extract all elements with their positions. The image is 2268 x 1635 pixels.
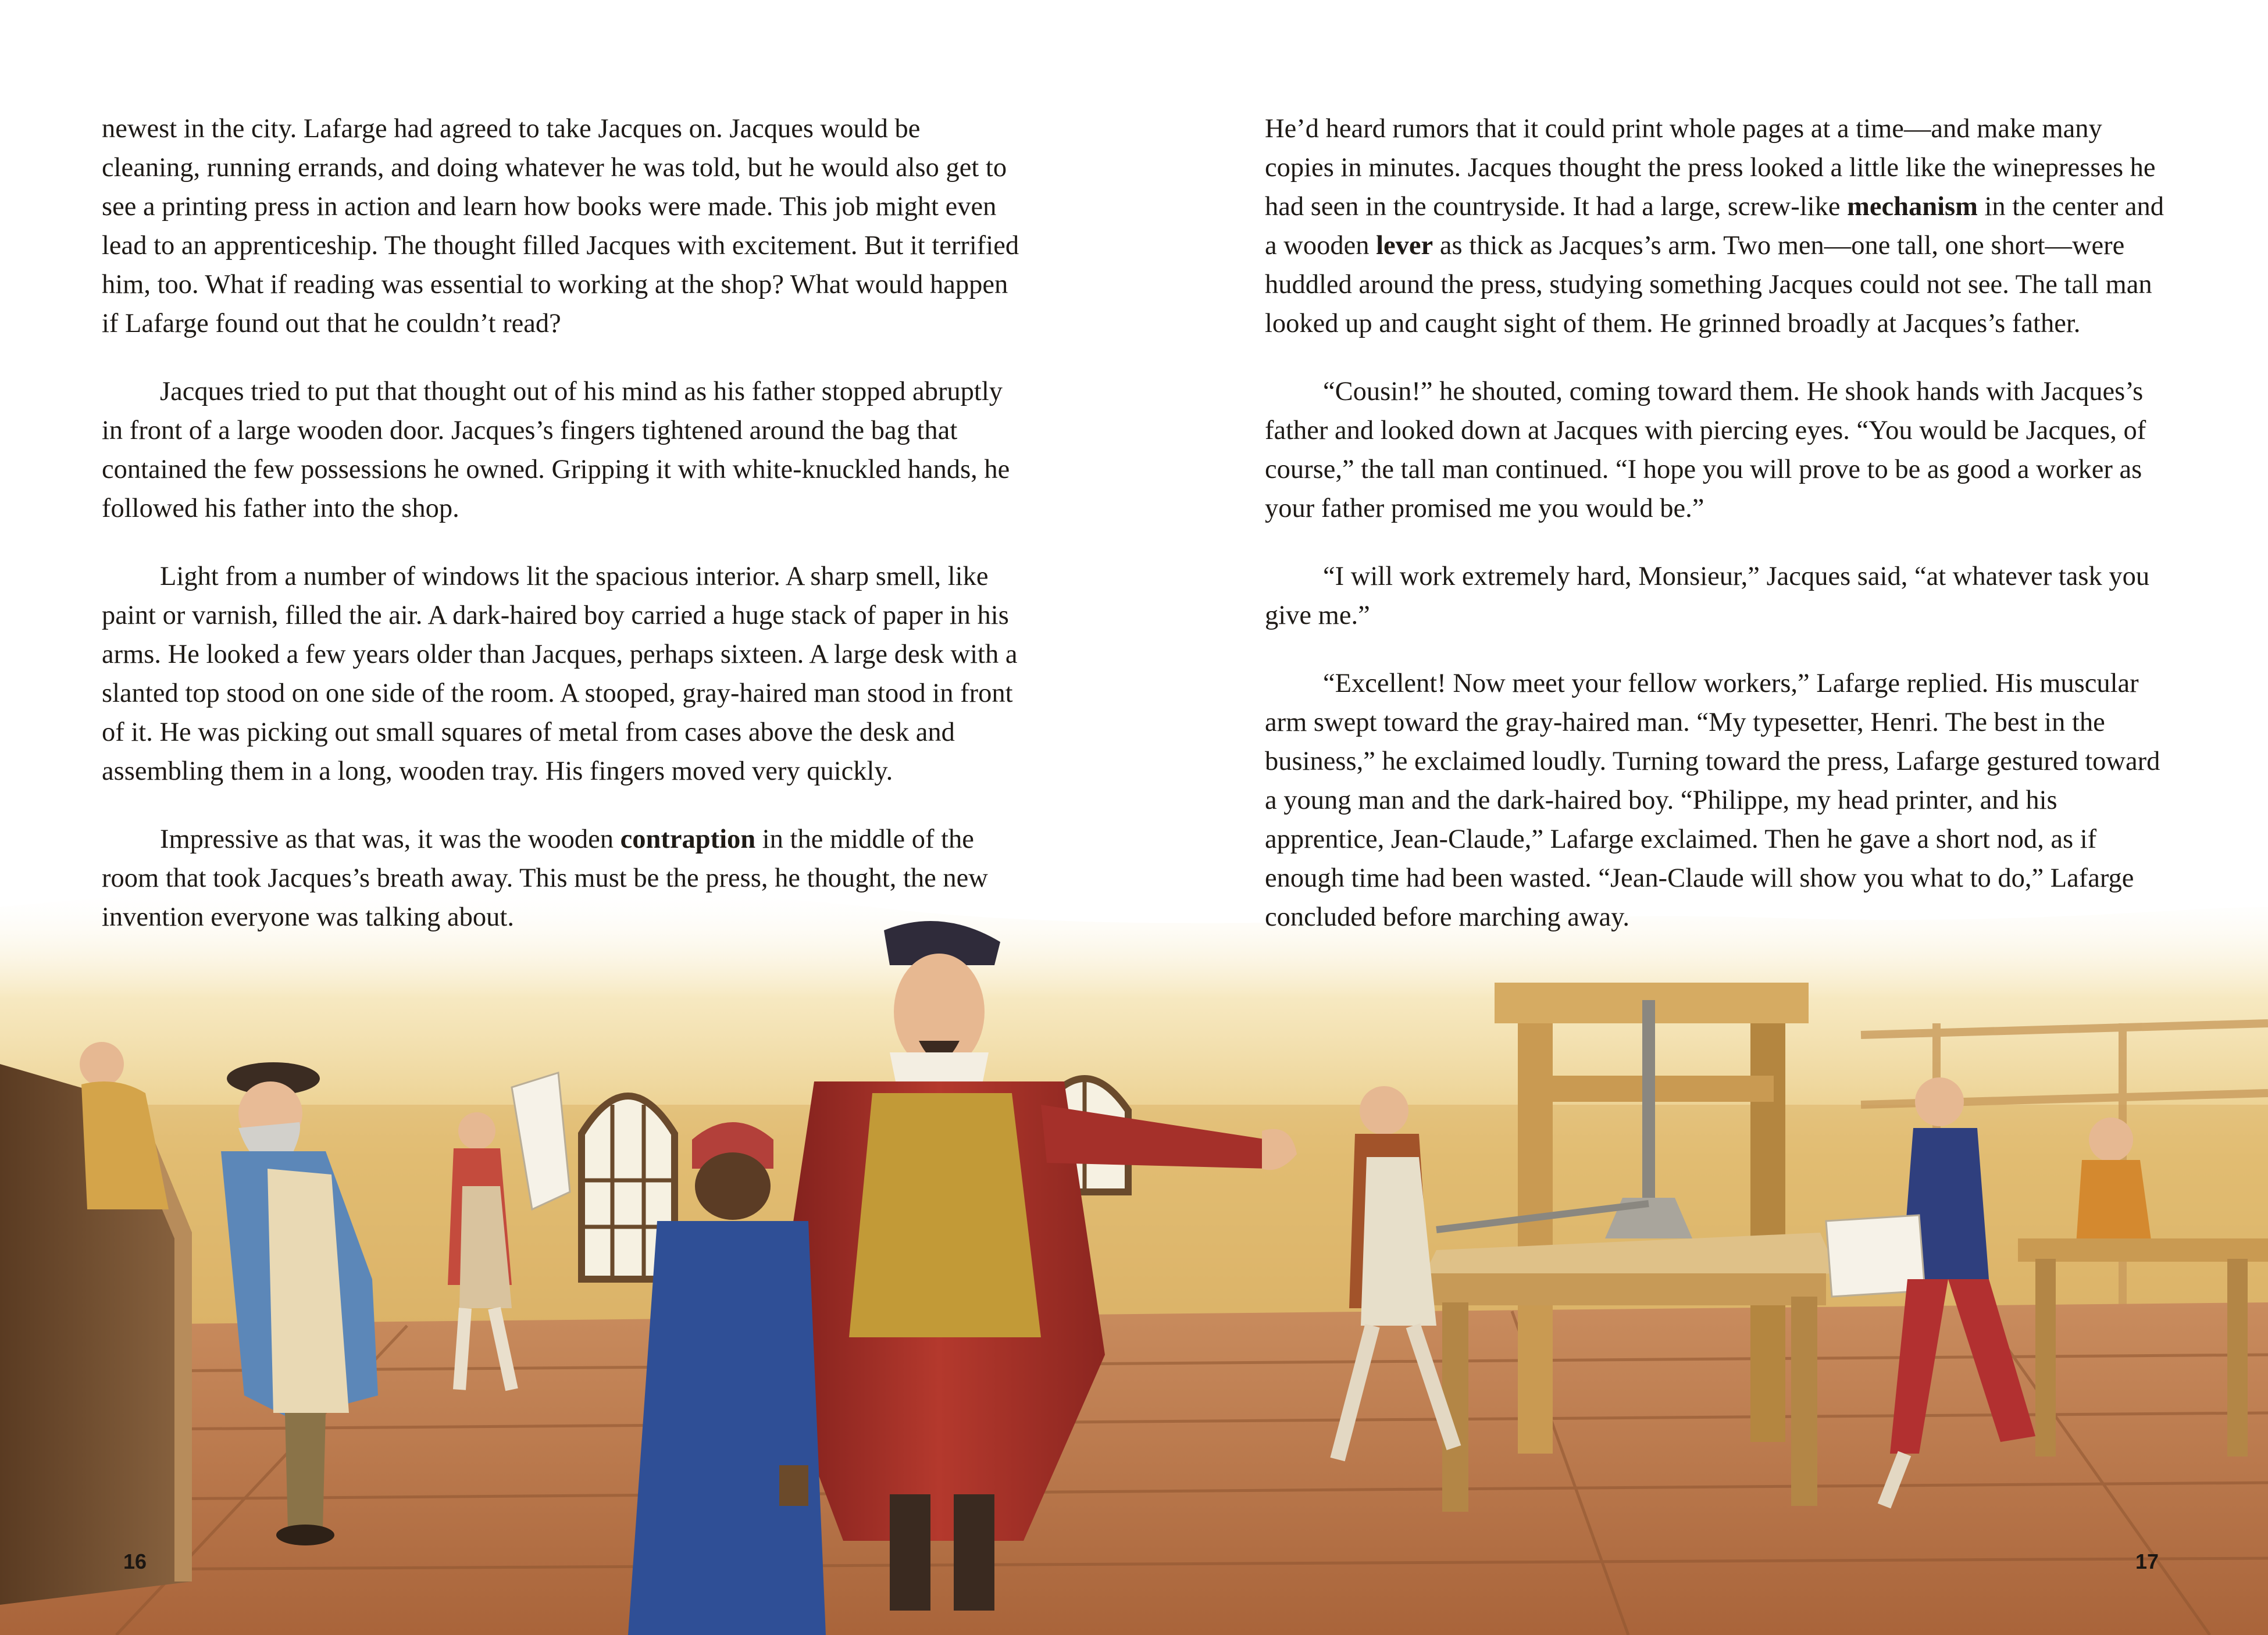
glossary-term: contraption [620,824,756,854]
glossary-term: lever [1376,231,1433,260]
paragraph: “Cousin!” he shouted, coming toward them. He shook hands with Jacques’s father and looked down at Jacques with piercing eyes. “You would be Jacques, of course,” the tall man continued. “I hope you will prove to be as good a worker as your father promised me you would be.” [1265,377,2146,523]
paragraph: Jacques tried to put that thought out of his mind as his father stopped abruptly in front of a large wooden door. Jacques’s fingers tightened around the bag that contained the few possessions he owned. Gripping it with white-knuckled hands, he followed his father into the shop. [102,377,1010,523]
paragraph: newest in the city. Lafarge had agreed to take Jacques on. Jacques would be cleaning, running errands, and doing whatever he was told, but he would also get to see a printing press in action and learn how books were made. This job might even lead to an apprenticeship. The thought filled Jacques with excitement. But it terrified him, too. What if reading was essential to working at the shop? What would happen if Lafarge found out that he couldn’t read? [102,114,1019,338]
paragraph: “I will work extremely hard, Monsieur,” Jacques said, “at whatever task you give me.” [1265,562,2150,630]
paragraph: “Excellent! Now meet your fellow workers,” Lafarge replied. His muscular arm swept toward the gray-haired man. “My typesetter, Henri. The best in the business,” he exclaimed loudly. Turning toward the press, Lafarge gestured toward a young man and the dark-haired boy. “Philippe, my head printer, and his apprentice, Jean-Claude,” Lafarge exclaimed. Then he gave a short nod, as if enough time had been wasted. “Jean-Claude will show you what to do,” Lafarge concluded before marching away. [1265,669,2160,932]
right-page-text [1265,109,2172,966]
page-number-left: 16 [123,1550,147,1573]
paragraph: He’d heard rumors that it could print whole pages at a time—and make many copies in minutes. Jacques thought the press looked a little like the winepresses he had seen in the countryside. It had a large, screw-like mechanism in the center and a wooden lever as thick as Jacques’s arm. Two men—one tall, one short—were huddled around the press, studying something Jacques could not see. The tall man looked up and caught sight of them. He grinned broadly at Jacques’s father. [1265,114,2164,338]
paragraph: Light from a number of windows lit the spacious interior. A sharp smell, like paint or varnish, filled the air. A dark-haired boy carried a huge stack of paper in his arms. He looked a few years older than Jacques, perhaps sixteen. A large desk with a slanted top stood on one side of the room. A stooped, gray-haired man stood in front of it. He was picking out small squares of metal from cases above the desk and assembling them in a long, wooden tray. His fingers moved very quickly. [102,562,1018,786]
left-page-text [102,109,1021,966]
glossary-term: mechanism [1847,192,1978,222]
page-number-right: 17 [2135,1550,2159,1573]
paragraph: Impressive as that was, it was the wooden contraption in the middle of the room that took Jacques’s breath away. This must be the press, he thought, the new invention everyone was talking about. [102,824,988,932]
